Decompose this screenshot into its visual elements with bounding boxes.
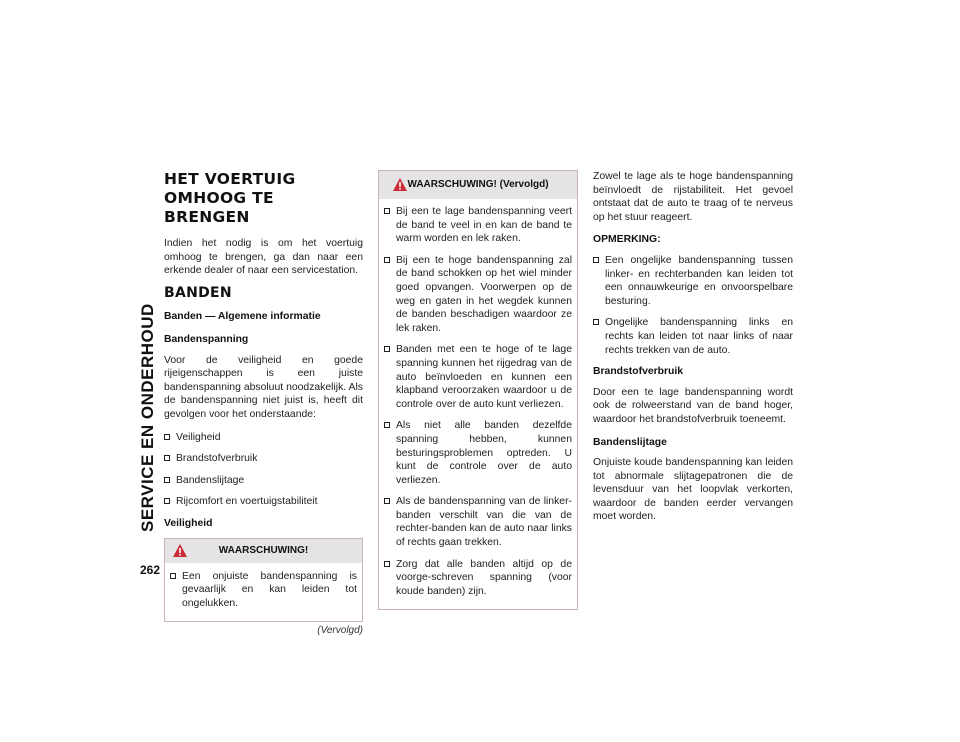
warning-triangle-icon <box>393 178 407 191</box>
page-number: 262 <box>140 563 161 577</box>
warning-item: Banden met een te hoge of te lage spanning kunnen het rijgedrag van de auto beïnvloeden en kunnen een klapband veroorzaken waardoor u de controle over de auto kunt verliezen. <box>384 343 572 411</box>
list-item: Ongelijke bandenspanning links en rechts kan leiden tot naar links of naar rechts trekken van de auto. <box>593 316 793 357</box>
section-title-lifting: HET VOERTUIG OMHOOG TE BRENGEN <box>164 170 296 226</box>
list-item: Bandenslijtage <box>164 474 363 488</box>
checkbox-bullet-icon <box>384 498 390 504</box>
stability-text: Zowel te lage als te hoge bandenspanning beïnvloedt de rijstabiliteit. Het gevoel ontstaat dat de auto te traag of te nerveus op het stuur reageert. <box>593 171 793 223</box>
list-item: Veiligheid <box>164 431 363 445</box>
continued-label: (Vervolgd) <box>317 625 363 637</box>
column-1 <box>164 170 363 638</box>
warning-item: Bij een te hoge bandenspanning zal de band schokken op het wiel minder goed opvangen. Voorwerpen op de weg en gaten in het wegdek kunnen de banden beschadigen waardoor ze lek raken. <box>384 254 572 336</box>
list-item: Brandstofverbruik <box>164 452 363 466</box>
warning-item: Zorg dat alle banden altijd op de voorge-schreven spanning (voor koude banden) zijn. <box>384 558 572 599</box>
checkbox-bullet-icon <box>384 422 390 428</box>
note-list <box>593 254 793 357</box>
checkbox-bullet-icon <box>164 498 170 504</box>
checkbox-bullet-icon <box>593 257 599 263</box>
heading-tire-pressure: Bandenspanning <box>164 333 249 345</box>
checkbox-bullet-icon <box>164 434 170 440</box>
section-title-tires: BANDEN <box>164 284 232 301</box>
checkbox-bullet-icon <box>384 346 390 352</box>
heading-safety: Veiligheid <box>164 517 213 529</box>
warning-header <box>165 539 362 563</box>
checkbox-bullet-icon <box>384 257 390 263</box>
note-heading: OPMERKING: <box>593 234 661 246</box>
warning-item: Bij een te lage bandenspanning veert de band te veel in en kan de band te warm worden en lek raken. <box>384 205 572 246</box>
warning-item: Als niet alle banden dezelfde spanning hebben, kunnen besturingsproblemen optreden. U kunt de controle over de auto verliezen. <box>384 419 572 487</box>
side-tab-chapter: SERVICE EN ONDERHOUD <box>138 303 157 532</box>
subsection-title: Banden — Algemene informatie <box>164 311 321 323</box>
warning-triangle-icon <box>173 544 187 557</box>
checkbox-bullet-icon <box>593 319 599 325</box>
effects-list <box>164 431 363 509</box>
wear-text: Onjuiste koude bandenspanning kan leiden tot abnormale slijtagepatronen die de levensduur van het loopvlak verkorten, waardoor de banden eerder vervangen moet worden. <box>593 457 793 523</box>
checkbox-bullet-icon <box>170 573 176 579</box>
warning-title: WAARSCHUWING! <box>218 544 309 556</box>
list-item: Rijcomfort en voertuigstabiliteit <box>164 495 363 509</box>
checkbox-bullet-icon <box>164 477 170 483</box>
warning-box-continued <box>378 170 578 610</box>
warning-item: Een onjuiste bandenspanning is gevaarlijk en kan leiden tot ongelukken. <box>170 570 357 611</box>
checkbox-bullet-icon <box>384 208 390 214</box>
warning-item: Als de bandenspanning van de linker-banden verschilt van die van de rechter-banden kan de auto naar links of rechts gaan trekken. <box>384 495 572 549</box>
checkbox-bullet-icon <box>164 455 170 461</box>
list-item: Een ongelijke bandenspanning tussen linker- en rechterbanden kan leiden tot een onnauwkeurige en onvoorspelbare besturing. <box>593 254 793 308</box>
warning-box <box>164 538 363 623</box>
warning-header <box>379 171 577 199</box>
heading-fuel: Brandstofverbruik <box>593 366 684 378</box>
tire-pressure-text: Voor de veiligheid en goede rijeigenschappen is een juiste bandenspanning absoluut noodzakelijk. Als de bandenspanning niet juist is, heeft dit gevolgen voor het onderstaande: <box>164 354 363 420</box>
heading-wear: Bandenslijtage <box>593 436 667 448</box>
warning-title: WAARSCHUWING! (Vervolgd) <box>407 179 549 190</box>
fuel-text: Door een te lage bandenspanning wordt ook de rolweerstand van de band hoger, waardoor het brandstofverbruik toeneemt. <box>593 386 793 425</box>
checkbox-bullet-icon <box>384 561 390 567</box>
column-3 <box>593 170 793 533</box>
column-2 <box>378 170 578 610</box>
lifting-intro: Indien het nodig is om het voertuig omhoog te brengen, ga dan naar een erkende dealer of naar een servicestation. <box>164 238 363 277</box>
